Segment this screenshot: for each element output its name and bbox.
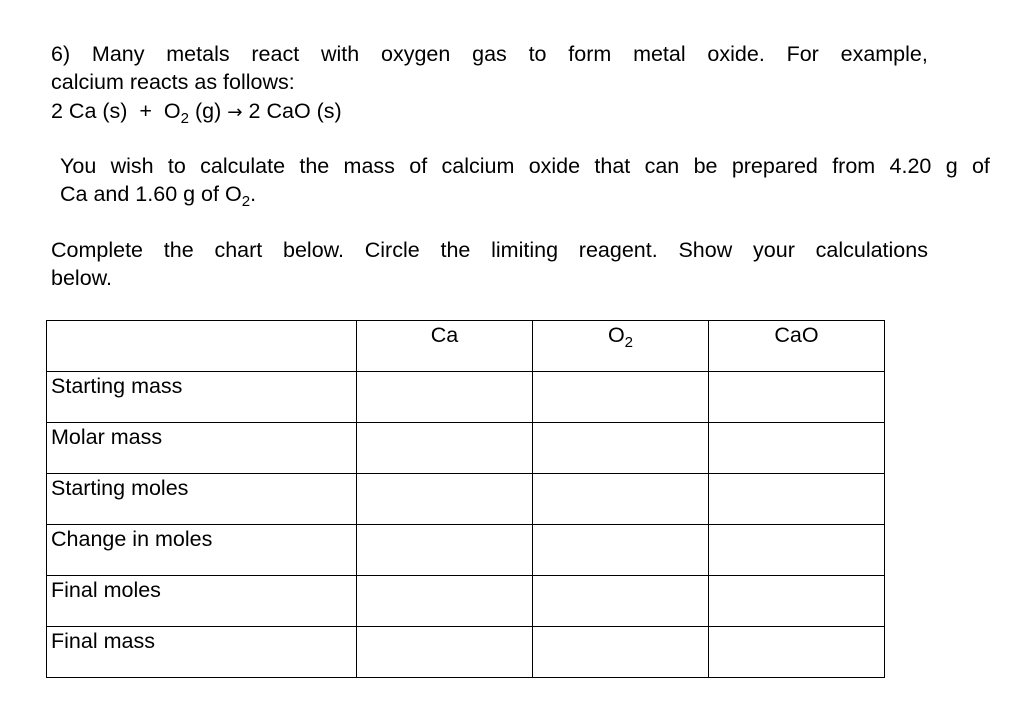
header-cao: CaO: [709, 321, 885, 372]
problem-word: calculate: [200, 154, 286, 178]
cell-ca[interactable]: [357, 423, 533, 474]
question-word: with: [320, 42, 360, 66]
question-word: Many: [91, 42, 145, 66]
problem-subscript: 2: [241, 192, 251, 210]
cell-ca[interactable]: [357, 525, 533, 576]
problem-line-2-text: Ca and 1.60 g of O: [60, 182, 242, 206]
problem-word: g: [945, 154, 958, 178]
instructions-word: calculations: [815, 238, 928, 262]
row-label: Molar mass: [47, 423, 357, 474]
problem-word: mass: [343, 154, 395, 178]
cell-ca[interactable]: [357, 474, 533, 525]
table-row: [47, 474, 885, 525]
instructions-line-2: below.: [51, 266, 112, 290]
problem-word: of: [409, 154, 428, 178]
question-word: example,: [840, 42, 928, 66]
instructions-word: the: [163, 238, 194, 262]
cell-o2[interactable]: [533, 372, 709, 423]
cell-o2[interactable]: [533, 627, 709, 678]
table-row: [47, 576, 885, 627]
header-o2-subscript: 2: [624, 333, 634, 351]
question-word: gas: [472, 42, 507, 66]
question-line-1: [51, 40, 928, 68]
problem-word: oxide: [528, 154, 581, 178]
cell-cao[interactable]: [709, 525, 885, 576]
question-word: oxide.: [707, 42, 765, 66]
equation-lhs: 2 Ca (s) + O: [51, 99, 181, 123]
table-row: [47, 423, 885, 474]
reaction-equation: [51, 97, 342, 128]
problem-line-2: [60, 180, 256, 211]
cell-cao[interactable]: [709, 576, 885, 627]
problem-word: to: [167, 154, 186, 178]
question-word: metals: [166, 42, 230, 66]
table-row: [47, 627, 885, 678]
problem-word: wish: [110, 154, 154, 178]
cell-o2[interactable]: [533, 576, 709, 627]
question-word: to: [528, 42, 547, 66]
equation-rhs: 2 CaO (s): [242, 99, 342, 123]
instructions-word: Complete: [51, 238, 144, 262]
cell-cao[interactable]: [709, 627, 885, 678]
problem-line-2-end: .: [250, 182, 257, 206]
cell-o2[interactable]: [533, 525, 709, 576]
question-word: metal: [633, 42, 686, 66]
instructions-word: Show: [678, 238, 733, 262]
row-label: Starting mass: [47, 372, 357, 423]
problem-word: be: [693, 154, 718, 178]
question-line-2: calcium reacts as follows:: [51, 70, 295, 94]
instructions-word: below.: [283, 238, 344, 262]
header-o2: [533, 321, 709, 372]
cell-cao[interactable]: [709, 372, 885, 423]
question-word: form: [568, 42, 612, 66]
stoichiometry-chart: [46, 320, 885, 678]
cell-cao[interactable]: [709, 474, 885, 525]
header-o2-base: O: [607, 323, 625, 347]
question-word: react: [251, 42, 300, 66]
problem-word: the: [299, 154, 330, 178]
table-row: [47, 372, 885, 423]
cell-cao[interactable]: [709, 423, 885, 474]
problem-word: prepared: [731, 154, 818, 178]
cell-ca[interactable]: [357, 576, 533, 627]
problem-line-1: [60, 152, 990, 180]
row-label: Change in moles: [47, 525, 357, 576]
row-label: Starting moles: [47, 474, 357, 525]
row-label: Final mass: [47, 627, 357, 678]
instructions-word: limiting: [491, 238, 559, 262]
question-word: For: [786, 42, 819, 66]
instructions-word: the: [440, 238, 471, 262]
reaction-arrow: →: [227, 102, 243, 123]
instructions-line-1: [51, 236, 928, 264]
problem-word: can: [644, 154, 680, 178]
problem-word: of: [971, 154, 990, 178]
header-ca: Ca: [357, 321, 533, 372]
cell-ca[interactable]: [357, 372, 533, 423]
header-blank-cell: [47, 321, 357, 372]
cell-o2[interactable]: [533, 474, 709, 525]
instructions-word: chart: [214, 238, 263, 262]
question-word: oxygen: [380, 42, 451, 66]
problem-word: 4.20: [889, 154, 932, 178]
question-word: 6): [51, 42, 71, 66]
equation-subscript: 2: [180, 109, 190, 127]
instructions-word: Circle: [364, 238, 420, 262]
chart-header-row: [47, 321, 885, 372]
cell-ca[interactable]: [357, 627, 533, 678]
equation-mid: (g): [189, 99, 228, 123]
instructions-word: your: [753, 238, 795, 262]
problem-word: calcium: [441, 154, 515, 178]
table-row: [47, 525, 885, 576]
row-label: Final moles: [47, 576, 357, 627]
instructions-word: reagent.: [578, 238, 658, 262]
cell-o2[interactable]: [533, 423, 709, 474]
problem-word: that: [594, 154, 631, 178]
problem-word: from: [832, 154, 876, 178]
problem-word: You: [60, 154, 97, 178]
